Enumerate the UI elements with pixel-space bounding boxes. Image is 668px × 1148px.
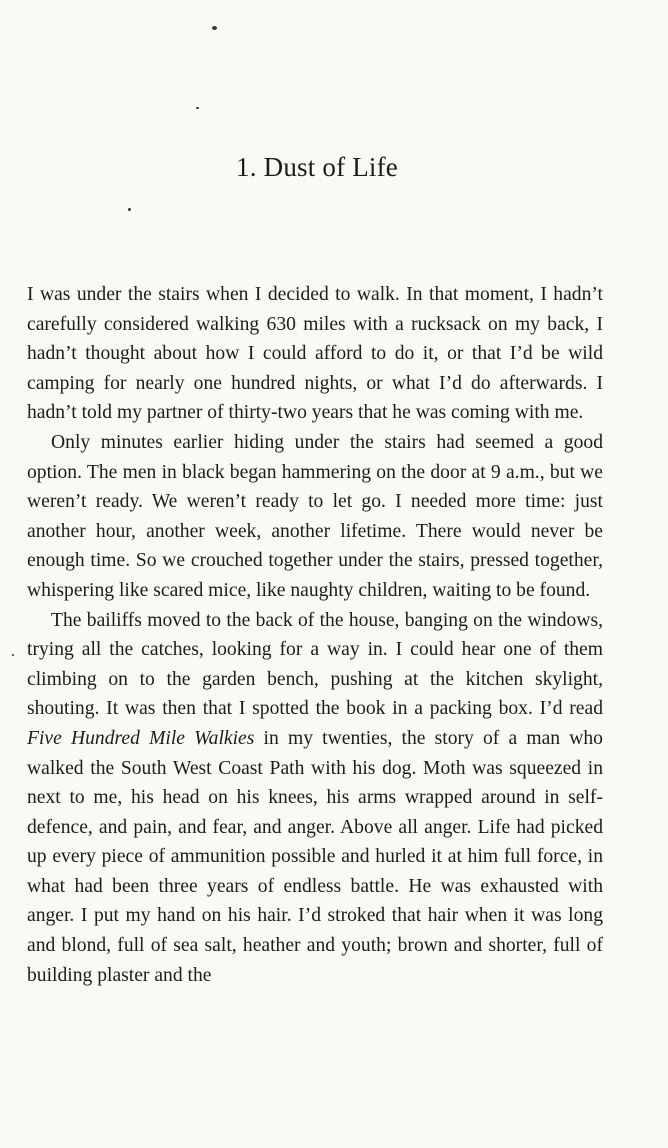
book-title: Five Hundred Mile Walkies: [27, 727, 255, 749]
ink-speck: [12, 654, 14, 656]
paragraph-3: [27, 606, 603, 991]
paragraph-1: I was under the stairs when I decided to walk. In that moment, I hadn’t carefully considered walking 630 miles with a rucksack on my back, I hadn’t thought about how I could afford to do it, or that I’d be wild camping for nearly one hundred nights, or what I’d do afterwards. I hadn’t told my partner of thirty-two years that he was coming with me.: [27, 284, 603, 424]
ink-speck: [196, 107, 199, 109]
paragraph-2: Only minutes earlier hiding under the stairs had seemed a good option. The men in black began hammering on the door at 9 a.m., but we weren’t ready. We weren’t ready to let go. I needed more time: just another hour, another week, another lifetime. There would never be enough time. So we crouched together under the stairs, pressed together, whispering like scared mice, like naughty children, waiting to be found.: [27, 431, 603, 601]
ink-speck: [212, 26, 217, 30]
chapter-title: 1. Dust of Life: [236, 152, 398, 182]
body-text: [27, 280, 603, 990]
paragraph-3-text-after: in my twenties, the story of a man who walked the South West Coast Path with his dog. Moth was squeezed in next to me, his head on his knees, his arms wrapped around in self-defence, and pain, and fear, and anger. Above all anger. Life had picked up every piece of ammunition possible and hurled it at him full force, in what had been three years of endless battle. He was exhausted with anger. I put my hand on his hair. I’d stroked that hair when it was long and blond, full of sea salt, heather and youth; brown and shorter, full of building plaster and the: [27, 727, 603, 986]
ink-speck: [128, 208, 131, 211]
paragraph-3-text-before: The bailiffs moved to the back of the house, banging on the windows, trying all the catches, looking for a way in. I could hear one of them climbing on to the garden bench, pushing at the kitchen skylight, shouting. It was then that I spotted the book in a packing box. I’d read: [27, 609, 603, 720]
